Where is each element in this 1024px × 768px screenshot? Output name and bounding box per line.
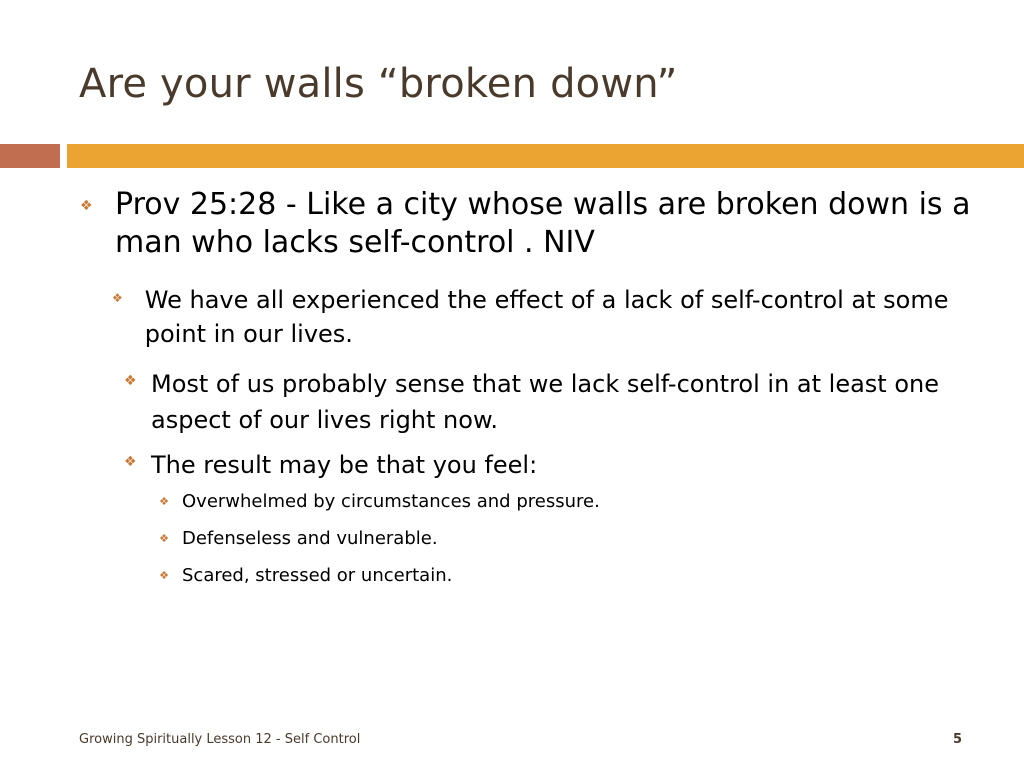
bullet-item-level-1 — [80, 186, 980, 262]
bullet-text: Most of us probably sense that we lack self-control in at least one aspect of our lives right now. — [151, 370, 939, 434]
diamond-bullet-icon: ❖ — [80, 198, 93, 214]
bullet-item-level-2 — [124, 366, 984, 438]
bullet-item-level-2 — [112, 283, 992, 351]
diamond-bullet-icon: ❖ — [159, 532, 169, 545]
page-number: 5 — [952, 732, 962, 747]
bullet-text: Scared, stressed or uncertain. — [182, 565, 453, 586]
diamond-bullet-icon: ❖ — [159, 495, 169, 508]
slide-title: Are your walls “broken down” — [79, 61, 678, 107]
bullet-text: Overwhelmed by circumstances and pressure. — [182, 491, 600, 512]
bullet-item-level-3 — [158, 527, 978, 551]
bullet-item-level-3 — [158, 490, 978, 514]
accent-bar-left — [0, 144, 60, 168]
diamond-bullet-icon: ❖ — [124, 373, 137, 389]
accent-bar-right — [67, 144, 1024, 168]
slide-footer: Growing Spiritually Lesson 12 - Self Control — [79, 732, 361, 747]
bullet-text: The result may be that you feel: — [151, 451, 538, 479]
bullet-item-level-3 — [158, 564, 978, 588]
bullet-item-level-2 — [124, 447, 984, 483]
diamond-bullet-icon: ❖ — [124, 454, 137, 470]
diamond-bullet-icon: ❖ — [159, 569, 169, 582]
bullet-text: Prov 25:28 - Like a city whose walls are broken down is a man who lacks self-control . NIV — [115, 187, 971, 260]
bullet-text: We have all experienced the effect of a lack of self-control at some point in our lives. — [144, 286, 949, 348]
bullet-text: Defenseless and vulnerable. — [182, 528, 438, 549]
diamond-bullet-icon: ❖ — [112, 291, 123, 305]
